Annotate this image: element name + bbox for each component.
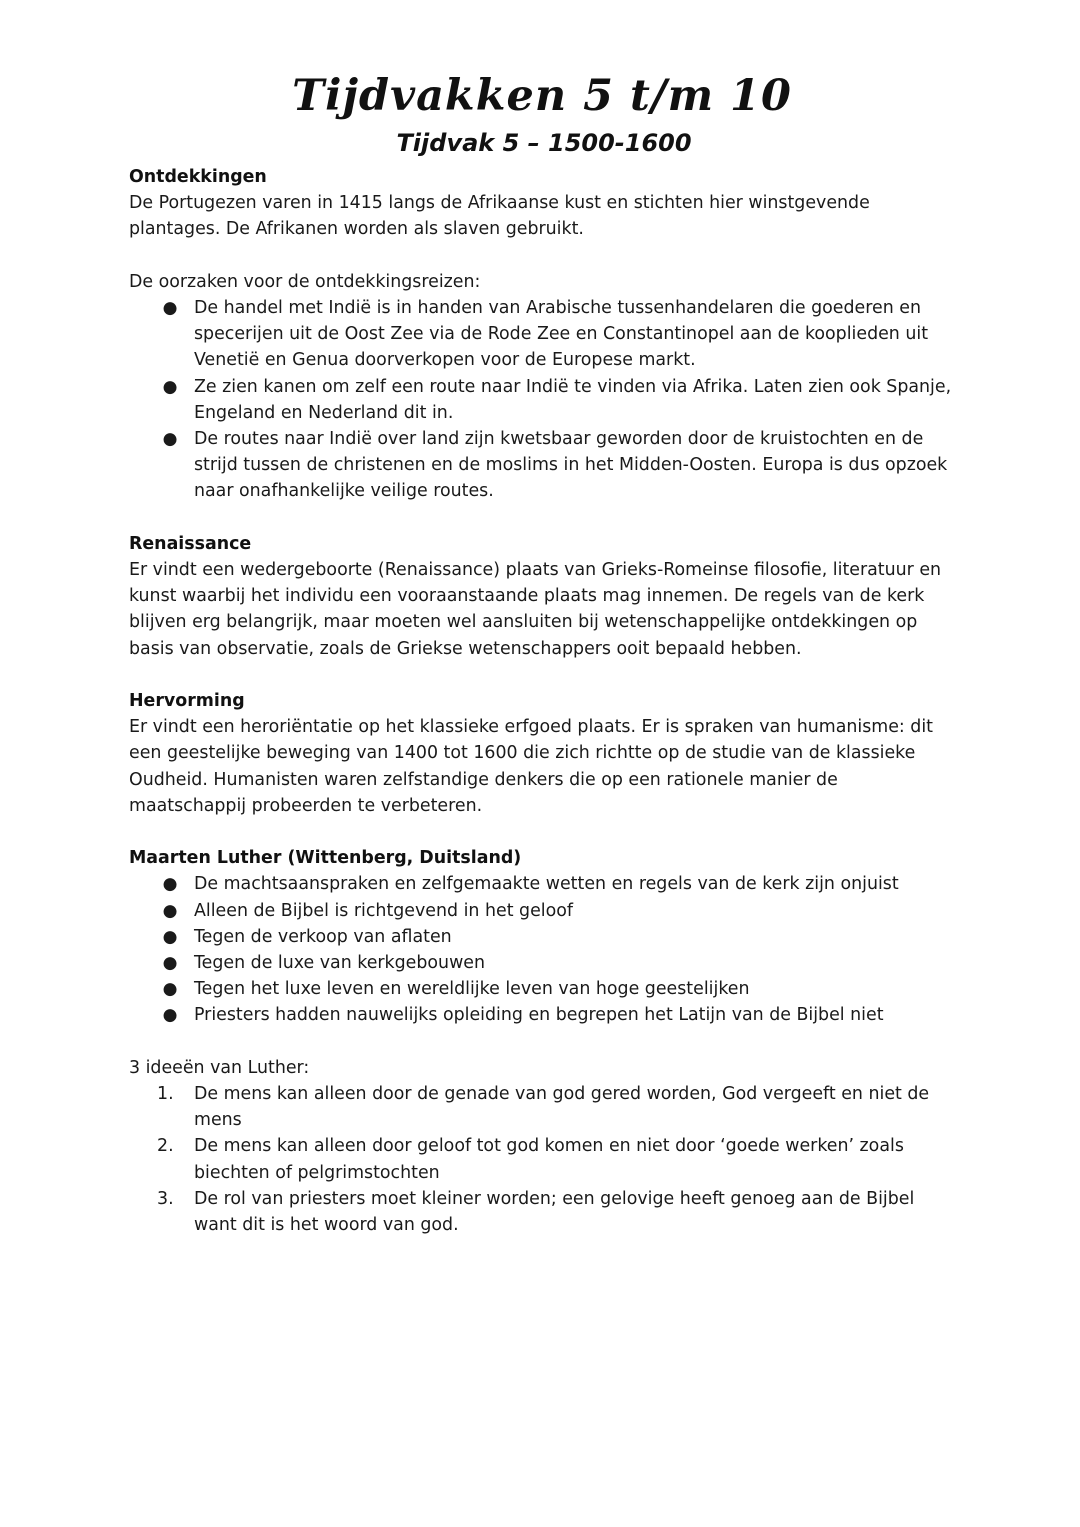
document-page	[129, 66, 959, 1238]
causes-list	[129, 295, 959, 505]
list-item-text: Tegen de luxe van kerkgebouwen	[194, 953, 486, 974]
luther-points-list	[129, 871, 959, 1028]
spacer	[129, 662, 959, 688]
item-number: 2.	[157, 1136, 174, 1157]
numbered-item	[129, 1081, 959, 1133]
list-item	[129, 924, 959, 950]
bullet-icon: ●	[162, 298, 178, 318]
spacer	[129, 505, 959, 531]
list-item	[129, 295, 959, 374]
item-number: 1.	[157, 1084, 174, 1105]
spacer	[129, 243, 959, 269]
section-luther	[129, 845, 959, 1238]
section-heading: Maarten Luther (Wittenberg, Duitsland)	[129, 848, 522, 869]
bullet-icon: ●	[162, 874, 178, 895]
section-hervorming	[129, 688, 959, 819]
list-item-text: Tegen de verkoop van aflaten	[194, 926, 452, 947]
section-renaissance	[129, 531, 959, 662]
list-item-text: De machtsaanspraken en zelfgemaakte wetten en regels van de kerk zijn onjuist	[194, 874, 899, 895]
bullet-icon: ●	[162, 900, 178, 921]
list-item	[129, 426, 959, 505]
list-item	[129, 374, 959, 426]
numbered-item	[129, 1186, 959, 1238]
bullet-icon: ●	[162, 1005, 178, 1026]
section-paragraph: De Portugezen varen in 1415 langs de Afrikaanse kust en stichten hier winstgevende plantages. De Afrikanen worden als slaven gebruikt.	[129, 193, 870, 240]
numbered-item-text: De mens kan alleen door geloof tot god komen en niet door ‘goede werken’ zoals biechten of pelgrimstochten	[194, 1136, 904, 1183]
item-number: 3.	[157, 1188, 174, 1209]
numbered-item-text: De mens kan alleen door de genade van god gered worden, God vergeeft en niet de mens	[194, 1084, 930, 1131]
list-item-text: Ze zien kanen om zelf een route naar Indië te vinden via Afrika. Laten zien ook Spanje, Engeland en Nederland dit in.	[194, 376, 952, 423]
list-intro: 3 ideeën van Luther:	[129, 1057, 310, 1078]
numbered-item	[129, 1133, 959, 1185]
bullet-icon: ●	[162, 376, 178, 397]
section-heading: Renaissance	[129, 533, 252, 554]
list-item	[129, 898, 959, 924]
list-item-text: De handel met Indië is in handen van Arabische tussenhandelaren die goederen en specerijen uit de Oost Zee via de Rode Zee en Constantinopel aan de kooplieden uit Venetië en Genua doorverkopen voor de Europese markt.	[194, 298, 929, 371]
page-subtitle: Tijdvak 5 – 1500-1600	[396, 129, 692, 157]
list-item-text: Tegen het luxe leven en wereldlijke leven van hoge geestelijken	[194, 979, 750, 1000]
spacer	[129, 819, 959, 845]
section-heading: Hervorming	[129, 691, 245, 712]
bullet-icon: ●	[162, 979, 178, 1000]
bullet-icon: ●	[162, 926, 178, 947]
bullet-icon: ●	[162, 953, 178, 974]
list-item	[129, 950, 959, 976]
list-item-text: Priesters hadden nauwelijks opleiding en begrepen het Latijn van de Bijbel niet	[194, 1005, 884, 1026]
section-heading: Ontdekkingen	[129, 167, 267, 187]
section-ontdekkingen	[129, 164, 959, 505]
list-item-text: Alleen de Bijbel is richtgevend in het geloof	[194, 900, 574, 921]
numbered-item-text: De rol van priesters moet kleiner worden; een gelovige heeft genoeg aan de Bijbel want dit is het woord van god.	[194, 1188, 915, 1236]
spacer	[129, 1029, 959, 1055]
luther-ideas-list	[129, 1081, 959, 1238]
list-item	[129, 871, 959, 897]
list-item	[129, 1002, 959, 1028]
list-item	[129, 976, 959, 1002]
list-item-text: De routes naar Indië over land zijn kwetsbaar geworden door de kruistochten en de strijd tussen de christenen en de moslims in het Midden-Oosten. Europa is dus opzoek naar onafhankelijke veilige routes.	[194, 429, 948, 502]
bullet-icon: ●	[162, 429, 178, 450]
page-title: Tijdvakken 5 t/m 10	[292, 71, 792, 121]
section-paragraph: Er vindt een heroriëntatie op het klassieke erfgoed plaats. Er is spraken van humanisme: dit een geestelijke beweging van 1400 tot 1600 die zich richtte op de studie van de klassieke Oudheid. Humanisten waren zelfstandige denkers die op een rationele manier de maatschappij probeerden te verbeteren.	[129, 717, 933, 816]
section-paragraph: Er vindt een wedergeboorte (Renaissance) plaats van Grieks-Romeinse filosofie, literatuur en kunst waarbij het individu een vooraanstaande plaats mag innemen. De regels van de kerk blijven erg belangrijk, maar moeten wel aansluiten bij wetenschappelijke ontdekkingen op basis van observatie, zoals de Griekse wetenschappers ooit bepaald hebben.	[129, 560, 942, 659]
list-intro: De oorzaken voor de ontdekkingsreizen:	[129, 271, 481, 292]
